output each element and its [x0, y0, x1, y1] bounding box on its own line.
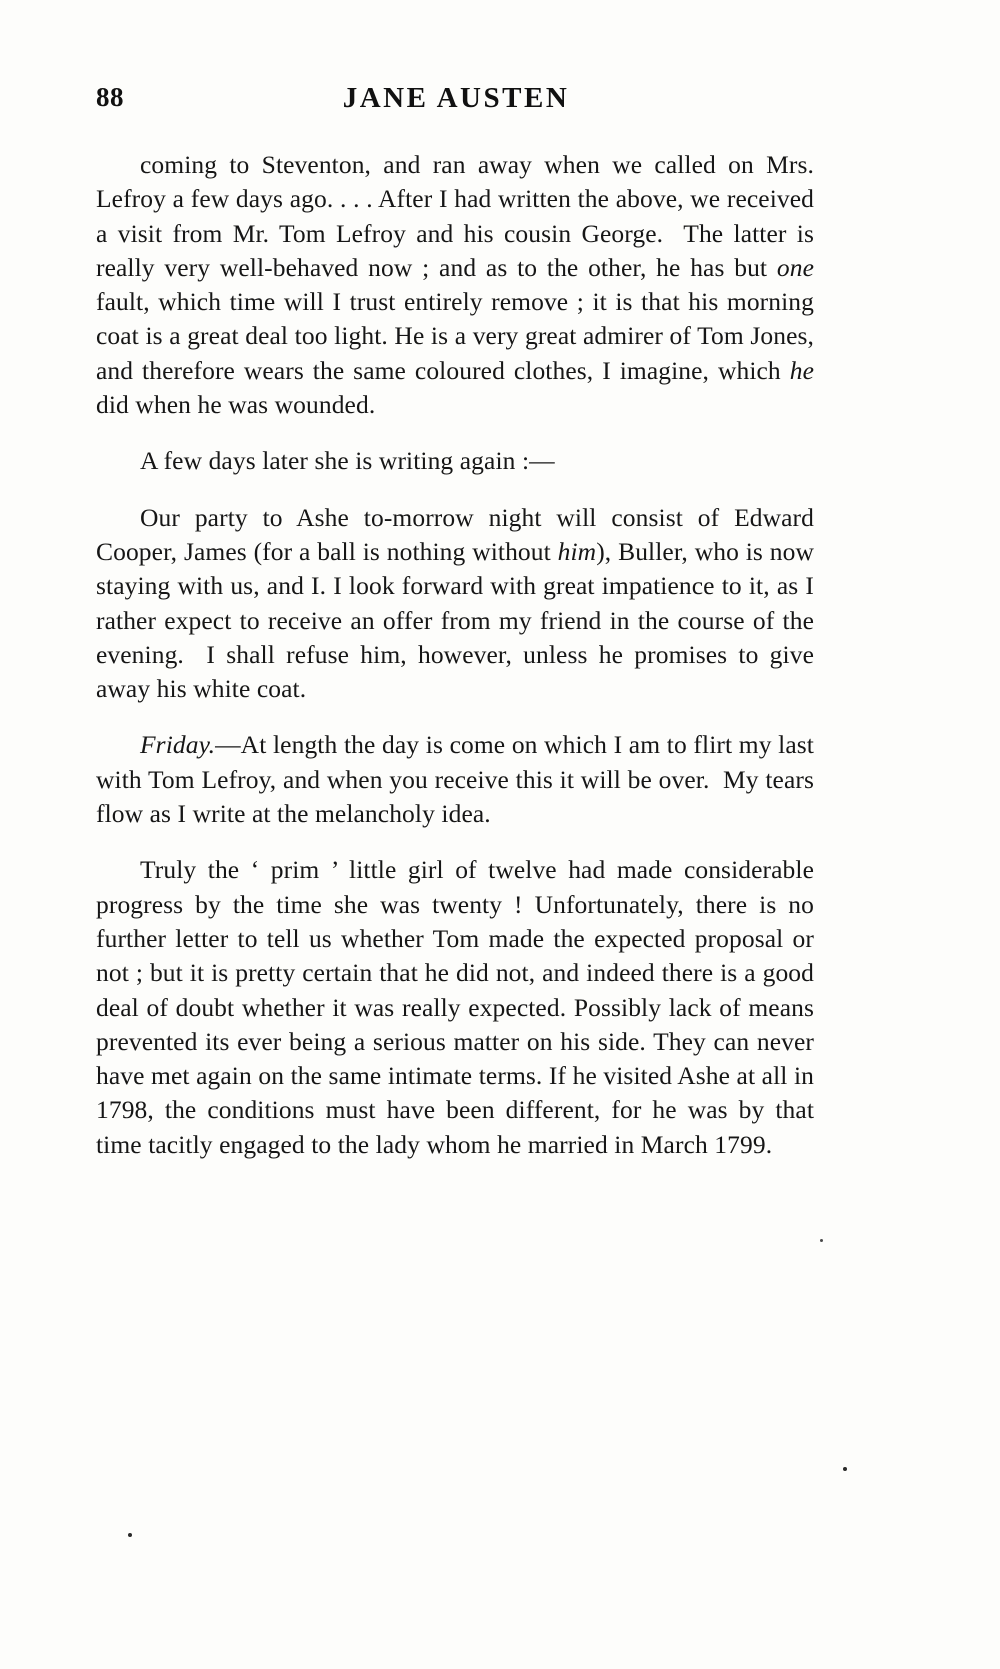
emphasis-him: him — [557, 536, 597, 566]
emphasis-he: he — [789, 355, 814, 385]
page-header — [96, 82, 816, 122]
paragraph-letter-extract-2: Our party to Ashe to-morrow night will consist of Edward Cooper, James (for a ball is nothing without him), Buller, who is now staying with us, and I. I look forward with great impatience to it, as I rather expect to receive an offer from my friend in the course of the evening. I shall refuse him, however, unless he promises to give away his white coat. — [96, 502, 814, 704]
paragraph-commentary: Truly the ‘ prim ’ little girl of twelve had made considerable progress by the time she was twenty ! Unfortunately, there is no further letter to tell us whether Tom made the expected proposal or not ; but it is pretty certain that he did not, and indeed there is a good deal of doubt whether it was really expected. Possibly lack of means prevented its ever being a serious matter on his side. They can never have met again on the same intimate terms. If he visited Ashe at all in 1798, the conditions must have been different, for he was by that time tacitly engaged to the lady whom he married in March 1799. — [96, 855, 814, 1159]
ink-speck — [820, 1239, 823, 1242]
paragraph-letter-extract-3: Friday.—At length the day is come on which I am to flirt my last with Tom Lefroy, and when you receive this it will be over. My tears flow as I write at the melancholy idea. — [96, 730, 814, 829]
paragraph-narrative-bridge: A few days later she is writing again :— — [140, 446, 555, 476]
running-title: JANE AUSTEN — [342, 82, 570, 114]
ink-mark-right — [843, 1467, 847, 1471]
emphasis-one: one — [776, 252, 814, 282]
emphasis-friday: Friday. — [140, 730, 216, 760]
paragraph-letter-extract-1: coming to Steventon, and ran away when we called on Mrs. Lefroy a few days ago. . . . After I had written the above, we received a visit from Mr. Tom Lefroy and his cousin George. The latter is really very well-behaved now ; and as to the other, he has but one fault, which time will I trust entirely remove ; it is that his morning coat is a great deal too light. He is a very great admirer of Tom Jones, and therefore wears the same coloured clothes, I imagine, which he did when he was wounded. — [96, 150, 814, 420]
ink-mark-left — [128, 1533, 132, 1537]
page-number: 88 — [96, 82, 124, 112]
page-body — [96, 148, 814, 1162]
